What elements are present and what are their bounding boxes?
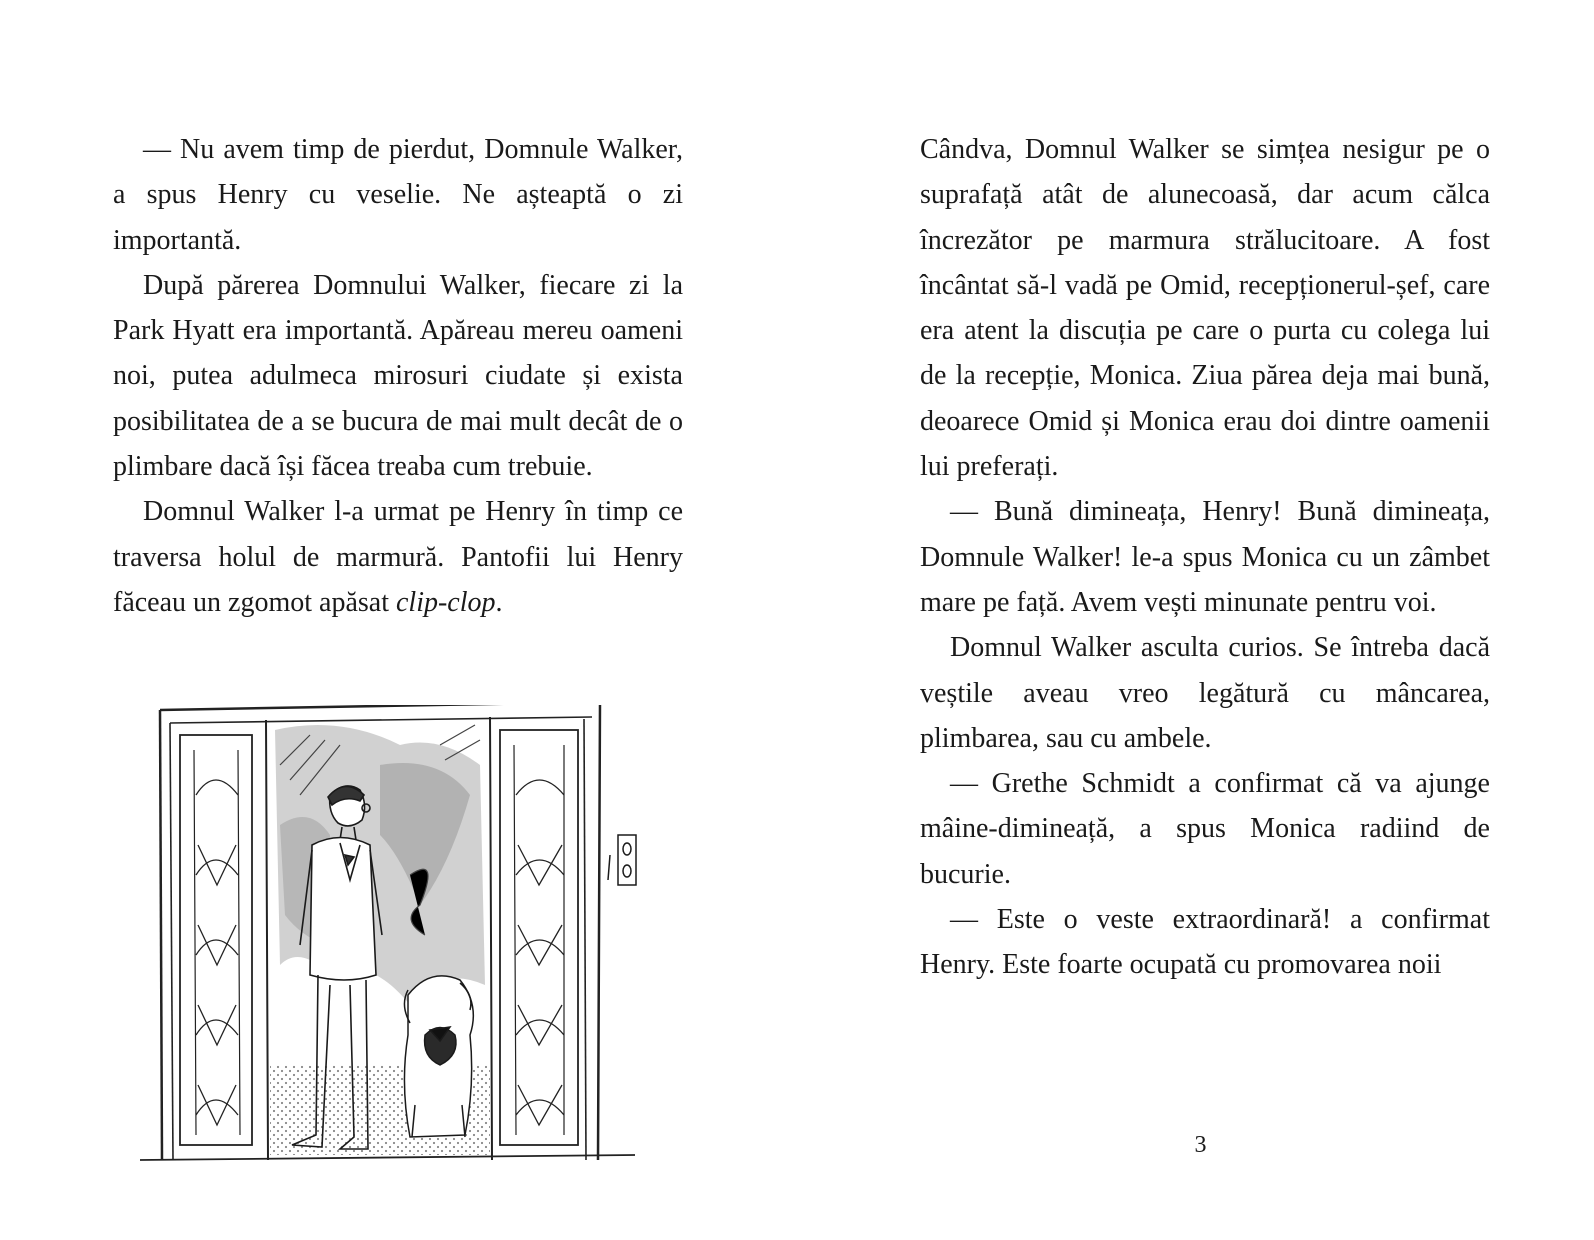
page-number: 3	[1194, 1132, 1207, 1158]
paragraph-text-end: .	[495, 586, 503, 618]
paragraph: — Bună dimineața, Henry! Bună dimineața, Domnule Walker! le-a spus Monica cu un zâmbet mare pe față. Avem vești minunate pentru voi.	[920, 496, 1490, 618]
left-page-text	[113, 127, 683, 625]
paragraph-text: Domnul Walker l-a urmat pe Henry în timp ce traversa holul de marmură. Pantofii lui Henry făceau un zgomot apăsat	[113, 496, 683, 618]
elevator-illustration	[140, 705, 640, 1170]
right-page	[797, 0, 1594, 1240]
paragraph	[113, 489, 683, 625]
paragraph: — Nu avem timp de pierdut, Domnule Walker, a spus Henry cu veselie. Ne așteaptă o zi importantă.	[113, 134, 683, 256]
paragraph: După părerea Domnului Walker, fiecare zi la Park Hyatt era importantă. Apăreau mereu oameni noi, putea adulmeca mirosuri ciudate și exista posibilitatea de a se bucura de mai mult decât de o plimbare dacă își făcea treaba cum trebuie.	[113, 269, 683, 483]
paragraph: — Grethe Schmidt a confirmat că va ajunge mâine-dimineață, a spus Monica radiind de bucurie.	[920, 768, 1490, 890]
paragraph: Cândva, Domnul Walker se simțea nesigur pe o suprafață atât de alunecoasă, dar acum călca încrezător pe marmura strălucitoare. A fost încântat să-l vadă pe Omid, recepționerul-șef, care era atent la discuția pe care o purta cu colega lui de la recepție, Monica. Ziua părea deja mai bună, deoarece Omid și Monica erau doi dintre oamenii lui preferați.	[920, 134, 1490, 483]
onomatopoeia-italic: clip-clop	[395, 586, 496, 618]
paragraph: Domnul Walker asculta curios. Se întreba dacă veștile aveau vreo legătură cu mâncarea, plimbarea, sau cu ambele.	[920, 632, 1490, 754]
right-page-text	[920, 127, 1490, 988]
paragraph: — Este o veste extraordinară! a confirmat Henry. Este foarte ocupată cu promovarea noii	[920, 904, 1490, 981]
